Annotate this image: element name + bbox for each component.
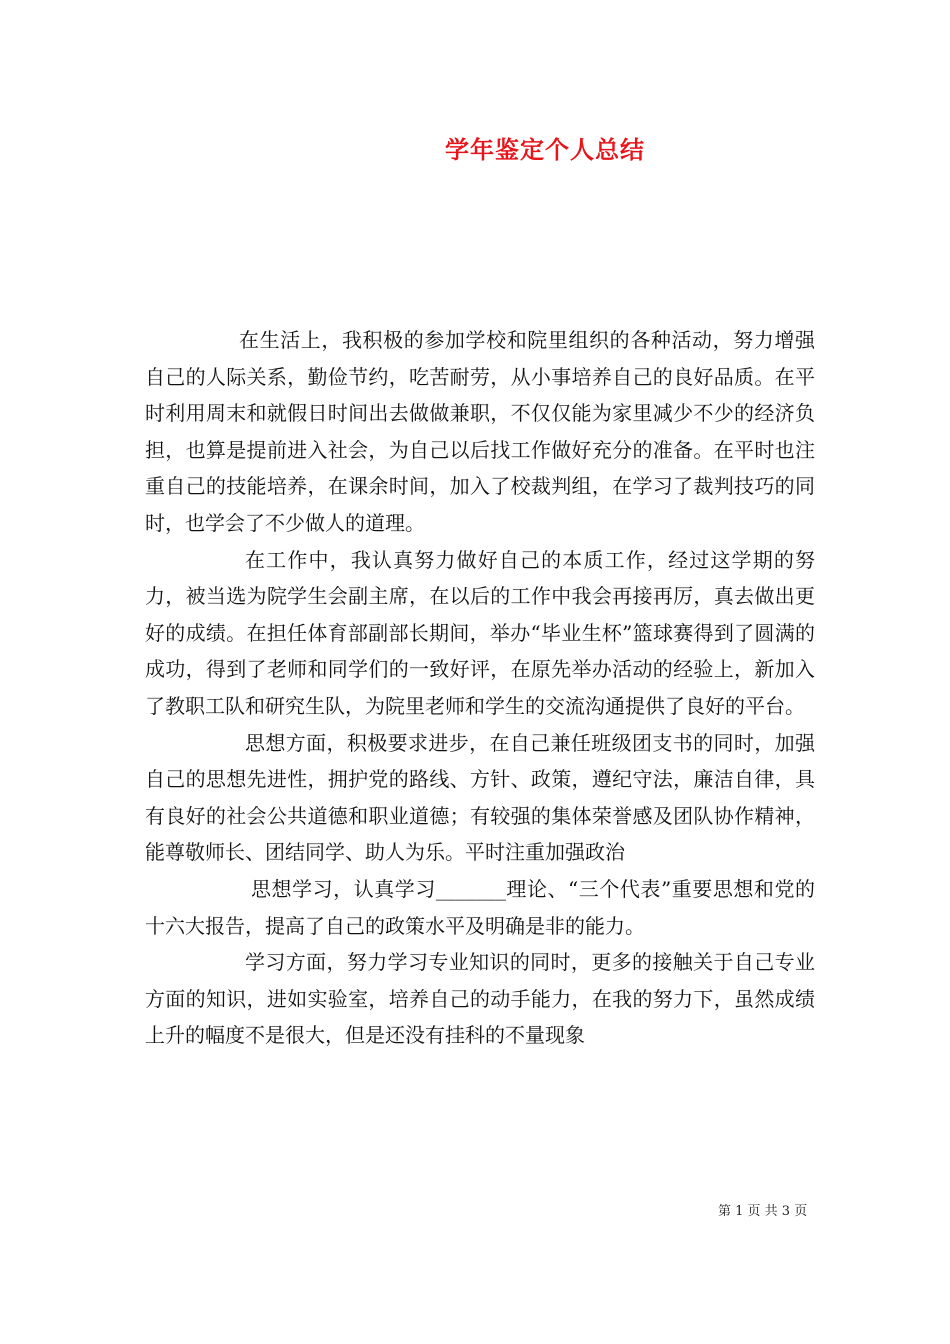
paragraph-life: 在生活上，我积极的参加学校和院里组织的各种活动，努力增强自己的人际关系，勤俭节约，吃苦耐劳，从小事培养自己的良好品质。在平时利用周末和就假日时间出去做做兼职，不仅仅能为家里减少不少的经济负担，也算是提前进入社会，为自己以后找工作做好充分的准备。在平时也注重自己的技能培养，在课余时间，加入了校裁判组，在学习了裁判技巧的同时，也学会了不少做人的道理。 xyxy=(145,328,815,535)
paragraph-ideology: 思想方面，积极要求进步，在自己兼任班级团支书的同时，加强自己的思想先进性，拥护党的路线、方针、政策，遵纪守法，廉洁自律，具有良好的社会公共道德和职业道德；有较强的集体荣誉感及团队协作精神，能尊敬师长、团结同学、助人为乐。平时注重加强政治 xyxy=(145,730,815,865)
page-number: 第 1 页 共 3 页 xyxy=(718,1204,808,1219)
paragraph-study: 学习方面，努力学习专业知识的同时，更多的接触关于自己专业方面的知识，进如实验室，培养自己的动手能力，在我的努力下，虽然成绩上升的幅度不是很大，但是还没有挂科的不量现象 xyxy=(145,950,815,1048)
document-body xyxy=(145,322,815,1054)
paragraph-ideology-study: 思想学习，认真学习_______理论、“三个代表”重要思想和党的十六大报告，提高了自己的政策水平及明确是非的能力。 xyxy=(145,876,815,938)
document-title: 学年鉴定个人总结 xyxy=(445,135,645,164)
paragraph-work: 在工作中，我认真努力做好自己的本质工作，经过这学期的努力，被当选为院学生会副主席，在以后的工作中我会再接再厉，真去做出更好的成绩。在担任体育部副部长期间，举办“毕业生杯”篮球赛得到了圆满的成功，得到了老师和同学们的一致好评，在原先举办活动的经验上，新加入了教职工队和研究生队，为院里老师和学生的交流沟通提供了良好的平台。 xyxy=(145,547,815,718)
